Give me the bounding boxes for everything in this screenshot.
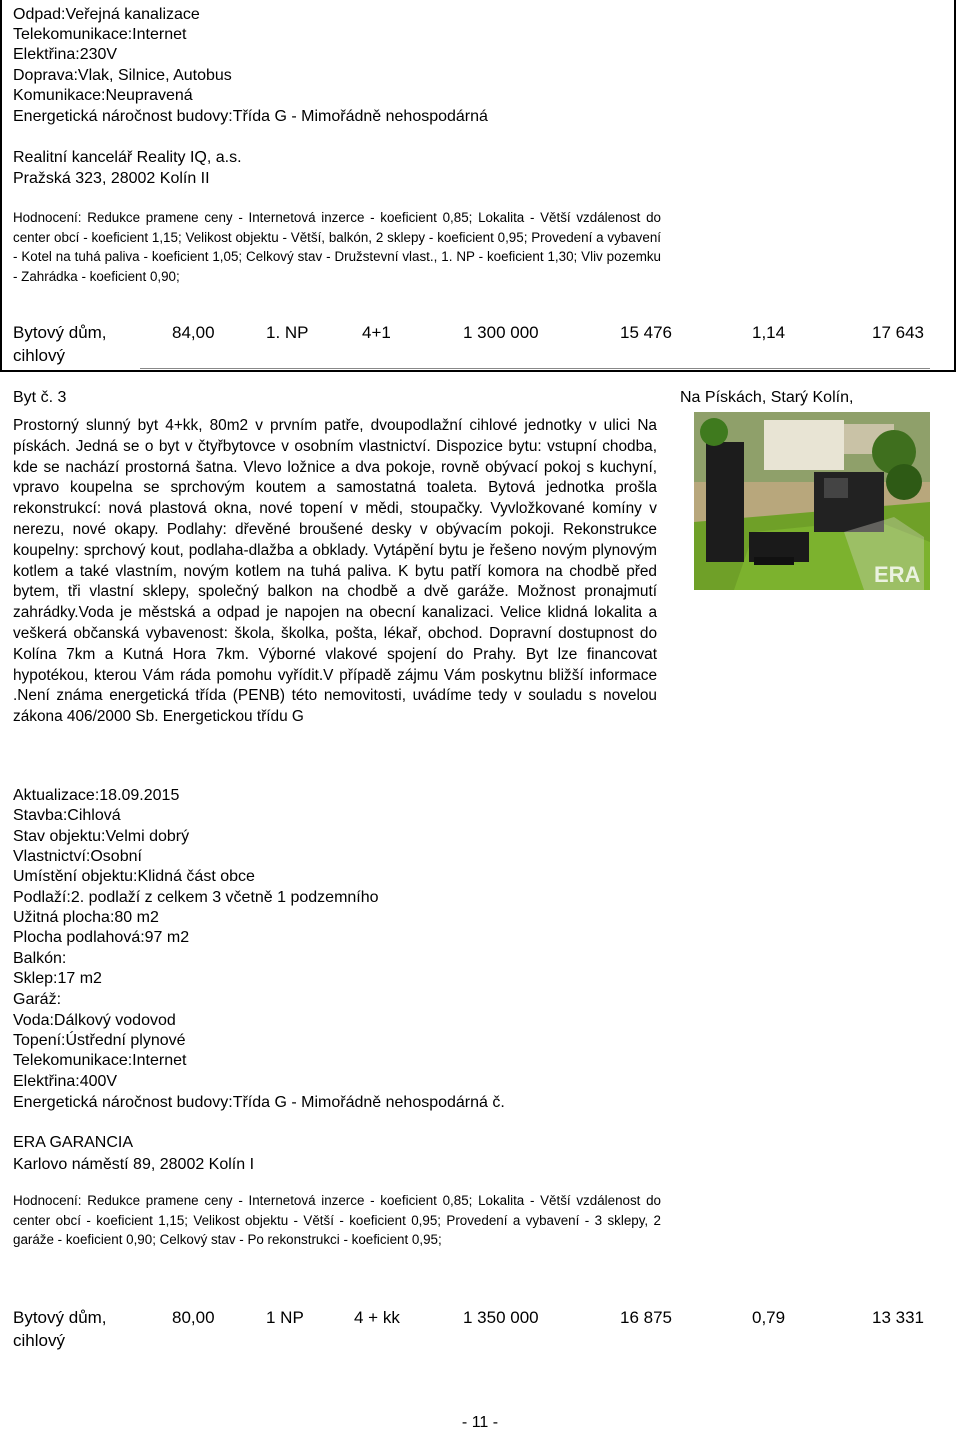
listing-description: Prostorný slunný byt 4+kk, 80m2 v prvním patře, dvoupodlažní cihlové jednotky v ulici Na pískách. Jedná se o byt v čtyřbytovce v osobním vlastnictví. Dispozice bytu: vstupní chodba, kde se nachází prostorná šatna. Vlevo ložnice a dva pokoje, rovně obývací pokoj s kuchyní, vpravo koupelna se sprchovým koutem a samostatná toaleta. Bytová jednotka prošla rekonstrukcí: nová plastová okna, nové topení v mědi, stoupačky. Vyvložkované komíny v nerezu, nové okapy. Podlahy: dřevěné broušené desky v obývacím pokoji. Rekonstrukce koupelny: sprchový kout, podlaha-dlažba a obklady. Vytápění bytu je řešeno novým plynovým kotlem a také vlastním, novým kotlem na tuhá paliva. K bytu patří komora na chodbě před bytem, tři vlastní sklepy, společný balkon na chodbě a dvě garáže. Možnost pronajmutí zahrádky.Voda je městská a odpad je napojen na obecní kanalizaci. Velice klidná lokalita a veškerá občanská vybavenost: škola, školka, pošta, lékař, obchod. Dopravní dostupnost do Kolína 7km a Kutná Hora 7km. Výborné vlakové spojení do Prahy. Byt lze financovat hypotékou, kterou Vám ráda pomohu vyřídit.V případě zájmu Vám poskytnu bližší informace .Není známa energetická třída (PENB) této nemovitosti, uvádíme tedy v souladu s novelou zákona 406/2000 Sb. Energetickou třídu G bbox=[13, 417, 657, 726]
attr-elektrina-2: Elektřina:400V bbox=[13, 1073, 118, 1090]
attr-stavba: Stavba:Cihlová bbox=[13, 807, 121, 824]
row-2-coefficient: 0,79 bbox=[752, 1308, 786, 1327]
row-type-material: cihlový bbox=[13, 346, 65, 365]
row-2-area: 80,00 bbox=[172, 1308, 215, 1327]
page-number: - 11 - bbox=[461, 1414, 499, 1431]
attr-umisteni: Umístění objektu:Klidná část obce bbox=[13, 868, 255, 885]
agency-address: Pražská 323, 28002 Kolín II bbox=[13, 170, 210, 187]
attr-stav-objektu: Stav objektu:Velmi dobrý bbox=[13, 828, 190, 845]
attr-energeticka-2: Energetická náročnost budovy:Třída G - Mimořádně nehospodárná č. bbox=[13, 1094, 505, 1111]
attr-telekomunikace: Telekomunikace:Internet bbox=[13, 26, 187, 43]
attr-elektrina: Elektřina:230V bbox=[13, 46, 118, 63]
attr-topeni: Topení:Ústřední plynové bbox=[13, 1032, 186, 1049]
listing-photo bbox=[694, 412, 930, 590]
row-2-price: 1 350 000 bbox=[463, 1308, 539, 1327]
era-watermark: ERA bbox=[874, 562, 921, 587]
attr-podlazi: Podlaží:2. podlaží z celkem 3 včetně 1 podzemního bbox=[13, 889, 379, 906]
attr-energeticka: Energetická náročnost budovy:Třída G - Mimořádně nehospodárná bbox=[13, 108, 488, 125]
attr-voda: Voda:Dálkový vodovod bbox=[13, 1012, 176, 1029]
attr-plocha-podlahova: Plocha podlahová:97 m2 bbox=[13, 929, 190, 946]
row-2-floor: 1 NP bbox=[266, 1308, 304, 1327]
attr-balkon: Balkón: bbox=[13, 950, 67, 967]
row-price-per-m2: 15 476 bbox=[620, 323, 672, 342]
rating-text: Hodnocení: Redukce pramene ceny - Internetová inzerce - koeficient 0,85; Lokalita - Větší vzdálenost do center obcí - koeficient 1,15; Velikost objektu - Větší, balkón, 2 sklepy - koeficient 0,95; Provedení a vybavení - Kotel na tuhá paliva - koeficient 1,05; Celkový stav - Družstevní vlast., 1. NP - koeficient 1,30; Vliv pozemku - Zahrádka - koeficient 0,90; bbox=[13, 210, 661, 284]
row-divider bbox=[140, 368, 930, 369]
row-floor: 1. NP bbox=[266, 323, 309, 342]
agency-2-name: ERA GARANCIA bbox=[13, 1134, 134, 1151]
row-type: Bytový dům, bbox=[13, 323, 107, 342]
row-coefficient: 1,14 bbox=[752, 323, 786, 342]
attr-garaz: Garáž: bbox=[13, 991, 62, 1008]
row-adjusted-price: 17 643 bbox=[872, 323, 924, 342]
row-price: 1 300 000 bbox=[463, 323, 539, 342]
listing-location: Na Pískách, Starý Kolín, bbox=[680, 389, 854, 406]
attr-sklep: Sklep:17 m2 bbox=[13, 970, 102, 987]
row-layout: 4+1 bbox=[362, 323, 391, 342]
row-2-adjusted-price: 13 331 bbox=[872, 1308, 924, 1327]
attr-aktualizace: Aktualizace:18.09.2015 bbox=[13, 787, 180, 804]
attr-komunikace: Komunikace:Neupravená bbox=[13, 87, 193, 104]
attr-doprava: Doprava:Vlak, Silnice, Autobus bbox=[13, 67, 232, 84]
living-room-image bbox=[694, 412, 930, 590]
attr-vlastnictvi: Vlastnictví:Osobní bbox=[13, 848, 142, 865]
attr-odpad: Odpad:Veřejná kanalizace bbox=[13, 6, 200, 23]
row-2-layout: 4 + kk bbox=[354, 1308, 400, 1327]
listing-title: Byt č. 3 bbox=[13, 389, 67, 406]
row-area: 84,00 bbox=[172, 323, 215, 342]
row-2-type-material: cihlový bbox=[13, 1331, 65, 1350]
attr-uzitna-plocha: Užitná plocha:80 m2 bbox=[13, 909, 159, 926]
row-2-type: Bytový dům, bbox=[13, 1308, 107, 1327]
agency-2-address: Karlovo náměstí 89, 28002 Kolín I bbox=[13, 1156, 255, 1173]
rating-2-text: Hodnocení: Redukce pramene ceny - Internetová inzerce - koeficient 0,85; Lokalita - Větší vzdálenost do center obcí - koeficient 1,15; Velikost objektu - Větší - koeficient 0,95; Provedení a vybavení - 3 sklepy, 2 garáže - koeficient 0,90; Celkový stav - Po rekonstrukci - koeficient 0,95; bbox=[13, 1193, 661, 1247]
agency-name: Realitní kancelář Reality IQ, a.s. bbox=[13, 149, 242, 166]
row-2-price-per-m2: 16 875 bbox=[620, 1308, 672, 1327]
attr-telekomunikace-2: Telekomunikace:Internet bbox=[13, 1052, 187, 1069]
